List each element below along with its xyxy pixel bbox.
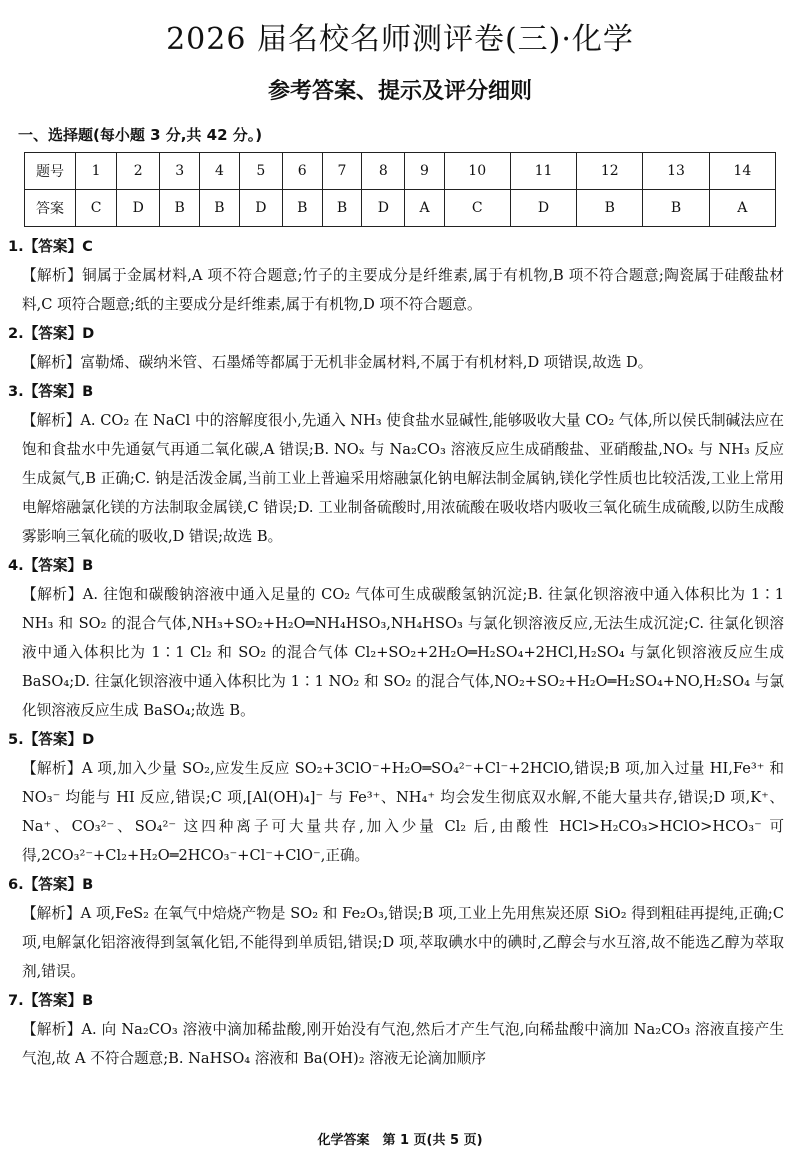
explanation-text: 【解析】A. 向 Na₂CO₃ 溶液中滴加稀盐酸,刚开始没有气泡,然后才产生气泡,向稀盐酸中滴加 Na₂CO₃ 溶液直接产生气泡,故 A 不符合题意;B. NaHSO₄ 溶液和 Ba(OH)₂ 溶液无论滴加顺序	[22, 1021, 784, 1067]
question-number: 3	[160, 153, 200, 190]
row-label-answer: 答案	[25, 190, 76, 227]
explanation-text: 【解析】A. 往饱和碳酸钠溶液中通入足量的 CO₂ 气体可生成碳酸氢钠沉淀;B. 往氯化钡溶液中通入体积比为 1∶1 NH₃ 和 SO₂ 的混合气体,NH₃+SO₂+H₂O═NH₄HSO₃,NH₄HSO₃ 与氯化钡溶液反应,无法生成沉淀;C. 往氯化钡溶液中通入体积比为 1∶1 Cl₂ 和 SO₂ 的混合气体 Cl₂+SO₂+2H₂O═H₂SO₄+2HCl,H₂SO₄ 与氯化钡溶液反应生成 BaSO₄;D. 往氯化钡溶液中通入体积比为 1∶1 NO₂ 和 SO₂ 的混合气体,NO₂+SO₂+H₂O═H₂SO₄+NO,H₂SO₄ 与氯化钡溶液反应生成 BaSO₄;故选 B。	[22, 586, 784, 719]
page-title: 2026 届名校名师测评卷(三)·化学	[166, 22, 634, 57]
explanation-text: 【解析】A 项,加入少量 SO₂,应发生反应 SO₂+3ClO⁻+H₂O═SO₄²⁻+Cl⁻+2HClO,错误;B 项,加入过量 HI,Fe³⁺ 和 NO₃⁻ 均能与 HI 反应,错误;C 项,[Al(OH)₄]⁻ 与 Fe³⁺、NH₄⁺ 均会发生彻底双水解,不能大量共存,错误;D 项,K⁺、Na⁺、CO₃²⁻、SO₄²⁻ 这四种离子可大量共存,加入少量 Cl₂ 后,由酸性 HCl>H₂CO₃>HClO>HCO₃⁻ 可得,2CO₃²⁻+Cl₂+H₂O═2HCO₃⁻+Cl⁻+ClO⁻,正确。	[22, 760, 784, 864]
answer-line: 3.【答案】B	[8, 383, 94, 400]
answer-line: 7.【答案】B	[8, 992, 94, 1009]
question-number: 2	[117, 153, 160, 190]
answer-line: 4.【答案】B	[8, 557, 94, 574]
question-number: 7	[322, 153, 362, 190]
page-subtitle: 参考答案、提示及评分细则	[267, 79, 532, 104]
answer-cell: D	[117, 190, 160, 227]
question-block	[8, 986, 784, 1073]
explanation-text: 【解析】铜属于金属材料,A 项不符合题意;竹子的主要成分是纤维素,属于有机物,B 项不符合题意;陶瓷属于硅酸盐材料,C 项符合题意;纸的主要成分是纤维素,属于有机物,D 项不符合题意。	[22, 267, 784, 313]
question-block	[8, 551, 784, 725]
explanations	[8, 232, 784, 1073]
answer-cell: A	[405, 190, 444, 227]
answer-line: 5.【答案】D	[8, 731, 95, 748]
answer-line: 1.【答案】C	[8, 238, 93, 255]
question-number: 6	[282, 153, 322, 190]
question-block	[8, 319, 784, 377]
question-number: 14	[709, 153, 775, 190]
answer-cell: C	[444, 190, 510, 227]
answer-cell: B	[160, 190, 200, 227]
explanation-text: 【解析】A. CO₂ 在 NaCl 中的溶解度很小,先通入 NH₃ 使食盐水显碱性,能够吸收大量 CO₂ 气体,所以侯氏制碱法应在饱和食盐水中先通氨气再通二氧化碳,A 错误;B. NOₓ 与 Na₂CO₃ 溶液反应生成硝酸盐、亚硝酸盐,NOₓ 与 NH₃ 反应生成氮气,B 正确;C. 钠是活泼金属,当前工业上普遍采用熔融氯化钠电解法制金属钠,镁化学性质也比较活泼,工业上常用电解熔融氯化镁的方法制取金属镁,C 错误;D. 工业制备硫酸时,用浓硫酸在吸收塔内吸收三氧化硫生成硫酸,以防生成酸雾影响三氧化硫的吸收,D 错误;故选 B。	[22, 412, 784, 545]
answer-table	[24, 152, 776, 227]
answer-cell: D	[239, 190, 282, 227]
question-block	[8, 377, 784, 551]
answer-cell: A	[709, 190, 775, 227]
page-footer: 化学答案 第 1 页(共 5 页)	[317, 1133, 483, 1148]
question-block	[8, 232, 784, 319]
question-number: 9	[405, 153, 444, 190]
answer-line: 6.【答案】B	[8, 876, 94, 893]
answer-cell: D	[510, 190, 576, 227]
question-number: 12	[577, 153, 643, 190]
question-number: 10	[444, 153, 510, 190]
explanation-text: 【解析】富勒烯、碳纳米管、石墨烯等都属于无机非金属材料,不属于有机材料,D 项错误,故选 D。	[22, 354, 653, 371]
answer-cell: D	[362, 190, 405, 227]
answer-cell: C	[76, 190, 117, 227]
answer-cell: B	[643, 190, 709, 227]
question-number: 8	[362, 153, 405, 190]
answer-cell: B	[282, 190, 322, 227]
question-block	[8, 725, 784, 870]
question-number: 1	[76, 153, 117, 190]
question-number: 4	[200, 153, 240, 190]
answer-cell: B	[322, 190, 362, 227]
answer-cell: B	[577, 190, 643, 227]
answer-line: 2.【答案】D	[8, 325, 95, 342]
question-number: 13	[643, 153, 709, 190]
answer-cell: B	[200, 190, 240, 227]
explanation-text: 【解析】A 项,FeS₂ 在氧气中焙烧产物是 SO₂ 和 Fe₂O₃,错误;B 项,工业上先用焦炭还原 SiO₂ 得到粗硅再提纯,正确;C 项,电解氯化铝溶液得到氢氧化铝,不能得到单质铝,错误;D 项,萃取碘水中的碘时,乙醇会与水互溶,故不能选乙醇为萃取剂,错误。	[22, 905, 784, 980]
row-label-number: 题号	[25, 153, 76, 190]
question-number: 11	[510, 153, 576, 190]
question-number: 5	[239, 153, 282, 190]
answer-table-number-row	[25, 153, 776, 190]
answer-table-answer-row	[25, 190, 776, 227]
question-block	[8, 870, 784, 986]
section-heading: 一、选择题(每小题 3 分,共 42 分。)	[18, 126, 263, 144]
